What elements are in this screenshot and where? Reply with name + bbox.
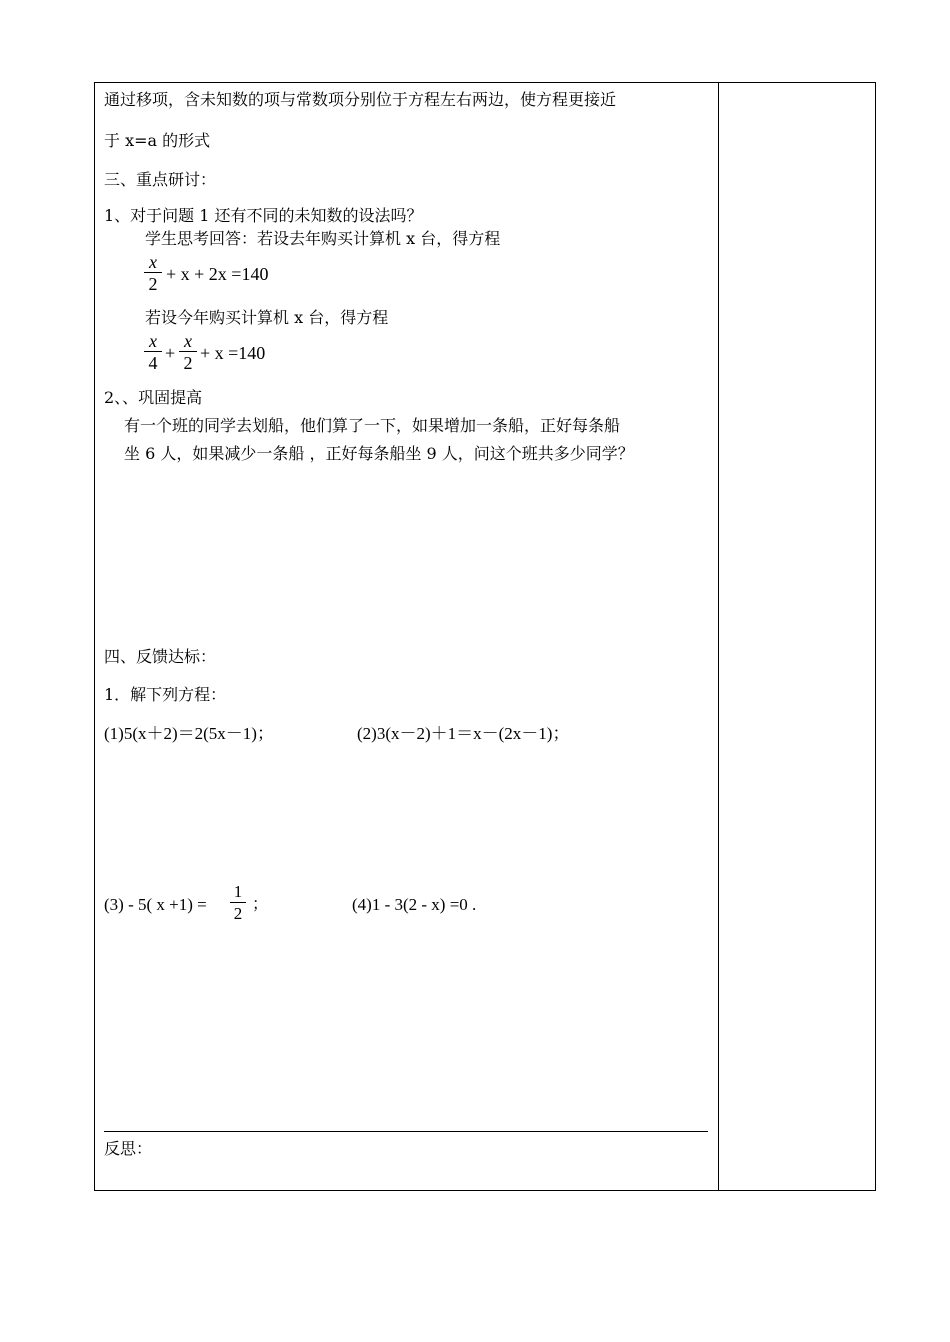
exercise-4: (4)1 - 3(2 - x) =0 .	[352, 895, 477, 914]
answer-2: 若设今年购买计算机 x 台，得方程	[145, 308, 389, 327]
question-1: 1、对于问题 1 还有不同的未知数的设法吗？	[104, 206, 423, 225]
exercise-3-fraction	[230, 882, 246, 925]
problem-line-2: 坐 6 人，如果减少一条船 ，正好每条船坐 9 人，问这个班共多少同学？	[124, 444, 634, 463]
eq2-f1-denominator: 4	[144, 351, 162, 374]
problem-line-1: 有一个班的同学去划船，他们算了一下，如果增加一条船，正好每条船	[124, 416, 621, 435]
column-divider	[718, 82, 719, 1191]
intro-line-1: 通过移项，含未知数的项与常数项分别位于方程左右两边，使方程更接近	[104, 90, 617, 109]
reflection-rule	[104, 1131, 708, 1132]
eq2-f1-numerator: x	[149, 331, 157, 351]
section-3-heading: 三、重点研讨：	[104, 170, 217, 189]
eq1-denominator: 2	[144, 272, 162, 295]
question-2: 2、、巩固提高	[104, 388, 203, 407]
task-label: 1．解下列方程：	[104, 685, 227, 704]
eq1-fraction	[144, 252, 162, 295]
exercise-3-denominator: 2	[230, 902, 246, 925]
eq2-f2-denominator: 2	[179, 351, 197, 374]
eq2-plus: +	[165, 343, 176, 363]
exercise-2: (2)3(x－2)＋1＝x－(2x－1)；	[357, 724, 570, 743]
eq1-numerator: x	[149, 252, 157, 272]
eq1-rest: + x + 2x =140	[166, 264, 269, 284]
exercise-3-end: ；	[252, 896, 269, 913]
eq2-rest: + x =140	[200, 343, 266, 363]
intro-line-2: 于 x=a 的形式	[104, 131, 211, 150]
exercise-3-numerator: 1	[233, 882, 243, 901]
reflection-label: 反思：	[104, 1139, 153, 1158]
eq2-f2-numerator: x	[184, 331, 192, 351]
eq2-fraction-2	[179, 331, 197, 374]
exercise-1: (1)5(x＋2)＝2(5x－1)；	[104, 724, 274, 743]
eq2-fraction-1	[144, 331, 162, 374]
exercise-3-left: (3) - 5( x +1) =	[104, 895, 207, 914]
section-4-heading: 四、反馈达标：	[104, 647, 217, 666]
answer-intro: 学生思考回答：若设去年购买计算机 x 台，得方程	[145, 229, 501, 248]
